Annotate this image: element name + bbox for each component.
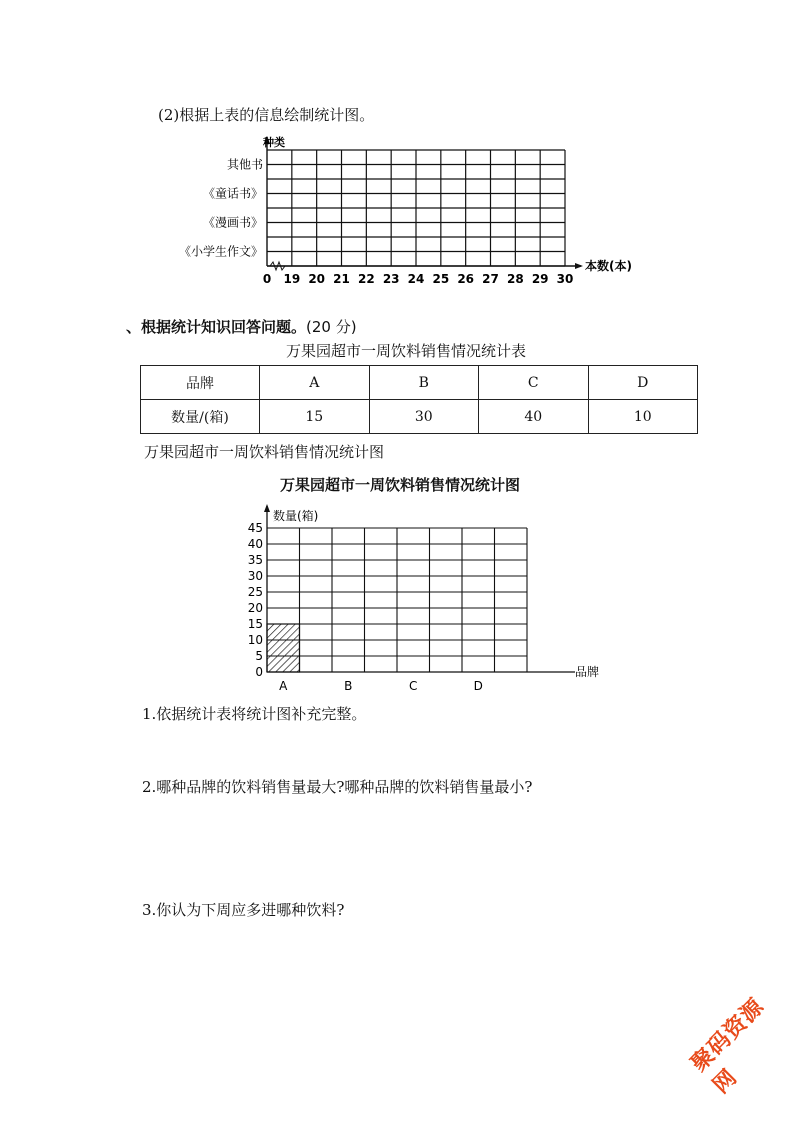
x-tick-label: 20	[308, 272, 326, 286]
chart-title: 万果园超市一周饮料销售情况统计图	[280, 476, 521, 494]
sales-chart-bars	[267, 624, 300, 672]
x-tick-label: 23	[382, 272, 400, 286]
section-heading	[126, 316, 357, 337]
x-axis-arrow	[575, 263, 583, 269]
y-tick-label: 20	[247, 601, 263, 615]
table-caption: 万果园超市一周饮料销售情况统计表	[286, 342, 527, 360]
y-tick-label: 5	[255, 649, 263, 663]
table-row	[141, 366, 698, 400]
table-row	[141, 400, 698, 434]
qty-c: 40	[479, 400, 589, 434]
qty-d: 10	[588, 400, 698, 434]
y-tick-label: 35	[247, 553, 263, 567]
header-label: 品牌	[141, 366, 260, 400]
y-tick-label: 40	[247, 537, 263, 551]
book-count-chart	[175, 130, 645, 290]
bar-a	[267, 624, 300, 672]
book-chart-labels	[179, 135, 632, 286]
question-2: 2.哪种品牌的饮料销售量最大?哪种品牌的饮料销售量最小?	[142, 778, 533, 796]
question-1: 1.依据统计表将统计图补充完整。	[142, 705, 367, 723]
x-axis-label: 本数(本)	[585, 259, 632, 273]
x-tick-label: 19	[283, 272, 301, 286]
x-tick-label: 26	[457, 272, 475, 286]
category-label: 《小学生作文》	[178, 244, 263, 259]
sales-bar-chart	[235, 500, 600, 700]
sales-chart-grid	[264, 504, 575, 672]
row-label: 数量/(箱)	[141, 400, 260, 434]
qty-a: 15	[260, 400, 370, 434]
x-tick-label: 0	[262, 272, 272, 286]
y-tick-label: 10	[247, 633, 263, 647]
x-tick-label: 22	[357, 272, 375, 286]
y-tick-label: 0	[255, 665, 263, 679]
qty-b: 30	[369, 400, 479, 434]
brand-a: A	[260, 366, 370, 400]
x-tick-label: 27	[482, 272, 499, 286]
x-tick-label: 21	[333, 272, 350, 286]
y-tick-label: 25	[247, 585, 263, 599]
category-label: 其他书	[226, 157, 263, 172]
y-axis-arrow	[264, 504, 270, 512]
x-tick-label: C	[409, 679, 418, 693]
brand-d: D	[588, 366, 698, 400]
x-tick-label: 30	[556, 272, 574, 286]
y-tick-label: 30	[247, 569, 263, 583]
sales-chart-labels	[248, 508, 599, 693]
section-score: (20 分)	[306, 318, 357, 336]
x-tick-label: 25	[432, 272, 450, 286]
x-tick-label: D	[473, 679, 483, 693]
y-axis-label: 数量(箱)	[273, 509, 319, 523]
category-label: 《漫画书》	[202, 215, 263, 230]
x-tick-label: A	[279, 679, 288, 693]
x-axis-label: 品牌	[575, 665, 600, 679]
watermark-stamp: 聚码资源网	[686, 993, 770, 1099]
brand-b: B	[369, 366, 479, 400]
sales-table	[140, 365, 698, 434]
instruction-part2: (2)根据上表的信息绘制统计图。	[158, 106, 375, 124]
category-label: 《童话书》	[202, 186, 263, 201]
x-tick-label: B	[344, 679, 353, 693]
x-tick-label: 29	[531, 272, 549, 286]
book-chart-grid	[264, 136, 583, 270]
x-tick-label: 28	[506, 272, 524, 286]
y-axis-label: 种类	[263, 136, 285, 149]
section-title: 根据统计知识回答问题。	[141, 318, 307, 336]
section-prefix: 、	[126, 318, 142, 336]
y-tick-label: 45	[247, 521, 263, 535]
y-tick-label: 15	[247, 617, 263, 631]
x-tick-label: 24	[407, 272, 425, 286]
chart-caption: 万果园超市一周饮料销售情况统计图	[144, 443, 385, 461]
brand-c: C	[479, 366, 589, 400]
question-3: 3.你认为下周应多进哪种饮料?	[142, 901, 345, 919]
